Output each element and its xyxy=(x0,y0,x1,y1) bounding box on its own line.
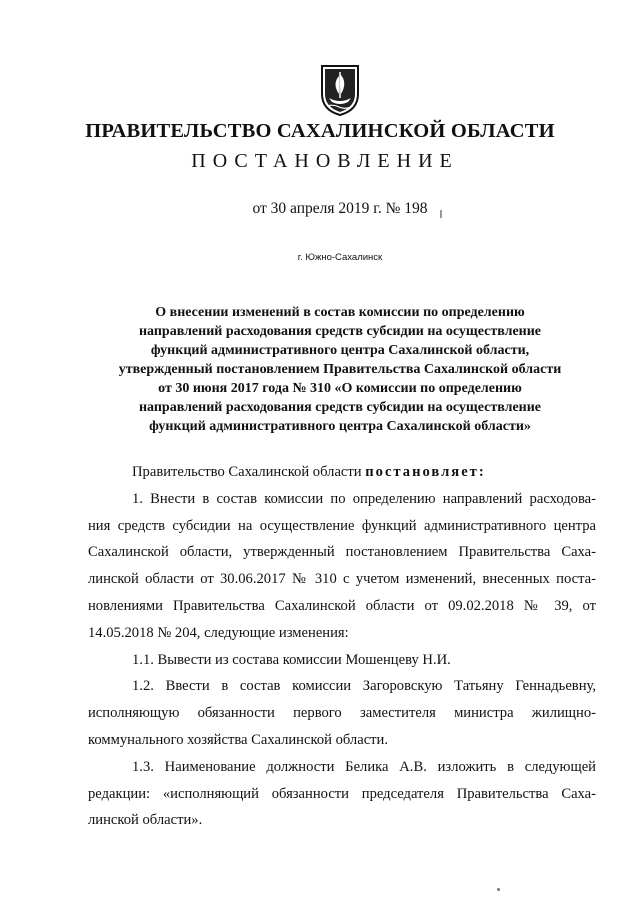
intro-paragraph xyxy=(88,459,596,486)
scan-mark xyxy=(440,210,442,218)
paragraph-line: ния средств субсидии на осуществление функций административного центра xyxy=(88,517,596,534)
paragraph-line: исполняющую обязанности первого заместителя министра жилищно- xyxy=(88,705,596,722)
paragraph-line: коммунального хозяйства Сахалинской области. xyxy=(88,731,389,748)
subject-line: от 30 июня 2017 года № 310 «О комиссии по определению xyxy=(158,381,522,396)
paragraph-line: линской области». xyxy=(88,812,203,829)
document-type: ПОСТАНОВЛЕНИЕ xyxy=(191,150,459,172)
date-and-number: от 30 апреля 2019 г. № 198 xyxy=(252,200,428,217)
government-title: ПРАВИТЕЛЬСТВО САХАЛИНСКОЙ ОБЛАСТИ xyxy=(85,120,555,142)
decree-body xyxy=(88,459,596,834)
intro-verb: постановляет: xyxy=(365,464,486,480)
paragraph-line: новлениями Правительства Сахалинской области от 09.02.2018 № 39, от xyxy=(88,597,596,614)
subject-line: утвержденный постановлением Правительства Сахалинской области xyxy=(118,362,562,377)
decree-subject xyxy=(80,303,600,436)
subject-line: О внесении изменений в состав комиссии по определению xyxy=(155,305,525,320)
paragraph-line: линской области от 30.06.2017 № 310 с учетом изменений, внесенных поста- xyxy=(88,571,596,588)
subject-line: функций административного центра Сахалинской области, xyxy=(150,343,530,358)
paragraph-line: 1.3. Наименование должности Белика А.В. изложить в следующей xyxy=(132,758,596,775)
paragraph-1 xyxy=(88,486,596,647)
paragraph-line: Сахалинской области, утвержденный постановлением Правительства Саха- xyxy=(88,544,596,561)
paragraph-line: 14.05.2018 № 204, следующие изменения: xyxy=(88,624,349,641)
paragraph-1-3 xyxy=(88,754,596,834)
paragraph-1-2 xyxy=(88,673,596,753)
scan-speck xyxy=(497,888,500,891)
paragraph-line: редакции: «исполняющий обязанности председателя Правительства Саха- xyxy=(88,785,596,802)
paragraph-1-1: 1.1. Вывести из состава комиссии Мошенцеву Н.И. xyxy=(132,651,451,668)
paragraph-line: 1. Внести в состав комиссии по определению направлений расходова- xyxy=(132,490,596,507)
paragraph-line: 1.2. Ввести в состав комиссии Загоровскую Татьяну Геннадьевну, xyxy=(132,678,596,695)
coat-of-arms-icon xyxy=(319,64,361,116)
subject-line: функций административного центра Сахалинской области» xyxy=(149,419,531,434)
city: г. Южно-Сахалинск xyxy=(297,252,383,263)
intro-prefix: Правительство Сахалинской области xyxy=(132,464,362,480)
subject-line: направлений расходования средств субсидии на осуществление xyxy=(138,324,542,339)
subject-line: направлений расходования средств субсидии на осуществление xyxy=(138,400,542,415)
